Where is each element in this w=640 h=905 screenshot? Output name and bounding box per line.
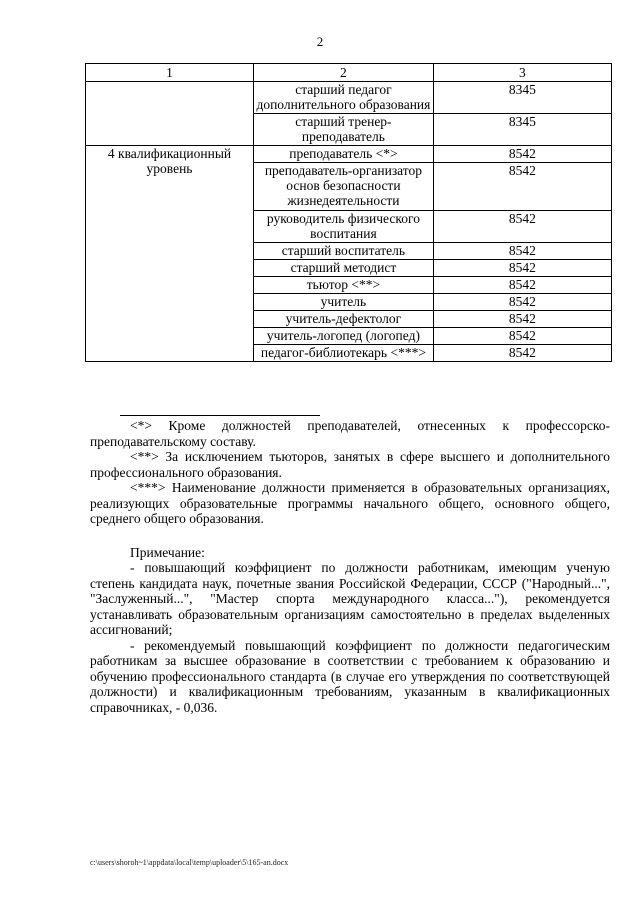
level-cell [86, 82, 254, 146]
value-cell: 8542 [433, 260, 611, 277]
value-cell: 8542 [433, 311, 611, 328]
note-item-1: - повышающий коэффициент по должности работникам, имеющим ученую степень кандидата наук, почетные звания Российской Федерации, СССР ("Народный...", "Заслуженный...", "Мастер спорта международного класса..."), рекомендуется устанавливать образовательным организациям самостоятельно в пределах выделенных ассигнований; [90, 560, 610, 637]
value-cell: 8542 [433, 328, 611, 345]
level-cell: 4 квалификационный уровень [86, 146, 254, 362]
position-cell: старший методист [254, 260, 434, 277]
position-cell: старший педагог дополнительного образования [254, 82, 434, 114]
table-header-row [86, 64, 612, 82]
header-col-2: 2 [254, 64, 434, 82]
footnote-2: <**> За исключением тьюторов, занятых в сфере высшего и дополнительного профессионального образования. [90, 449, 610, 480]
position-cell: учитель [254, 294, 434, 311]
header-col-3: 3 [433, 64, 611, 82]
positions-table [85, 63, 612, 362]
value-cell: 8542 [433, 294, 611, 311]
position-cell: руководитель физического воспитания [254, 211, 434, 243]
value-cell: 8542 [433, 243, 611, 260]
position-cell: преподаватель-организатор основ безопасности жизнедеятельности [254, 163, 434, 211]
value-cell: 8542 [433, 277, 611, 294]
footnote-divider [120, 415, 320, 416]
position-cell: педагог-библиотекарь <***> [254, 345, 434, 362]
value-cell: 8542 [433, 345, 611, 362]
page-number: 2 [316, 34, 324, 49]
table-row [86, 146, 612, 163]
file-path: c:\users\shoroh~1\appdata\local\temp\uploader\5\165-an.docx [90, 858, 289, 867]
value-cell: 8345 [433, 114, 611, 146]
note-title: Примечание: [130, 544, 205, 560]
header-col-1: 1 [86, 64, 254, 82]
value-cell: 8542 [433, 211, 611, 243]
value-cell: 8345 [433, 82, 611, 114]
notes-section [90, 418, 610, 715]
footnote-1: <*> Кроме должностей преподавателей, отнесенных к профессорско-преподавательскому составу. [90, 418, 610, 449]
table-row [86, 82, 612, 114]
position-cell: преподаватель <*> [254, 146, 434, 163]
value-cell: 8542 [433, 146, 611, 163]
position-cell: тьютор <**> [254, 277, 434, 294]
footnote-3: <***> Наименование должности применяется в образовательных организациях, реализующих образовательные программы начального общего, основного общего, среднего общего образования. [90, 480, 610, 526]
position-cell: учитель-дефектолог [254, 311, 434, 328]
note-item-2: - рекомендуемый повышающий коэффициент по должности педагогическим работникам за высшее образование в соответствии с требованием к образованию и обучению профессионального стандарта (в случае его утверждения по соответствующей должности) и квалификационным требованиям, указанным в квалификационных справочниках, - 0,036. [90, 637, 610, 715]
position-cell: старший тренер-преподаватель [254, 114, 434, 146]
position-cell: учитель-логопед (логопед) [254, 328, 434, 345]
position-cell: старший воспитатель [254, 243, 434, 260]
value-cell: 8542 [433, 163, 611, 211]
